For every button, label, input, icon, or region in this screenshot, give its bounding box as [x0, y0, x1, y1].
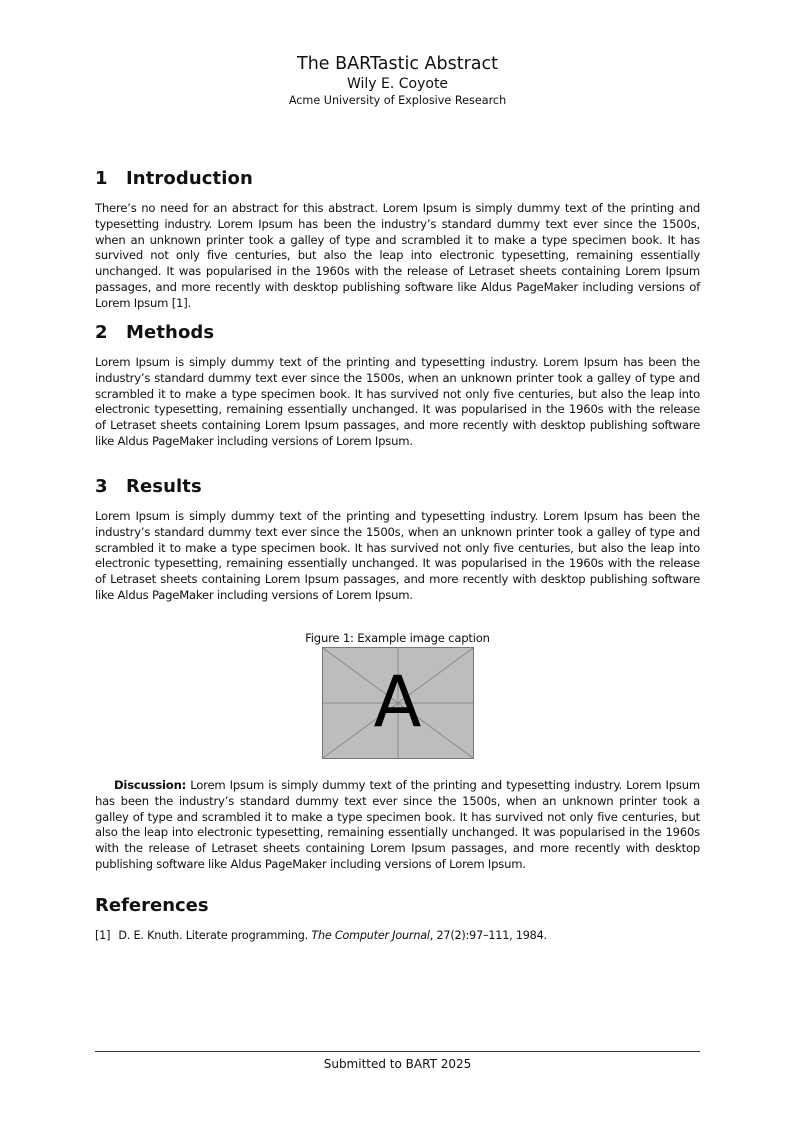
- section-title: Results: [126, 476, 202, 497]
- reference-authors-title: D. E. Knuth. Literate programming.: [118, 929, 312, 942]
- reference-item: [95, 928, 700, 943]
- section-heading: [95, 476, 700, 498]
- section-body: Lorem Ipsum is simply dummy text of the printing and typesetting industry. Lorem Ipsum has been the industry’s standard dummy text ever since the 1500s, when an unknown printer took a galley of type and scrambled it to make a type specimen book. It has survived not only five centuries, but also the leap into electronic typesetting, remaining essentially unchanged. It was popularised in the 1960s with the release of Letraset sheets containing Lorem Ipsum passages, and more recently with desktop publishing software like Aldus PageMaker including versions of Lorem Ipsum.: [95, 355, 700, 448]
- discussion-body: Lorem Ipsum is simply dummy text of the printing and typesetting industry. Lorem Ipsum has been the industry’s standard dummy text ever since the 1500s, when an unknown printer took a galley of type and scrambled it to make a type specimen book. It has survived not only five centuries, but also the leap into electronic typesetting, remaining essentially unchanged. It was popularised in the 1960s with the release of Letraset sheets containing Lorem Ipsum passages, and more recently with desktop publishing software like Aldus PageMaker including versions of Lorem Ipsum.: [95, 778, 700, 871]
- section-heading: [95, 168, 700, 190]
- paper-title: The BARTastic Abstract: [297, 54, 498, 74]
- section-heading: [95, 322, 700, 344]
- paper-page: [95, 0, 700, 1123]
- section-number: 1: [95, 168, 108, 189]
- reference-journal: The Computer Journal: [311, 929, 430, 942]
- section-results: [95, 476, 700, 604]
- discussion-label: Discussion:: [114, 778, 187, 792]
- paper-author: Wily E. Coyote: [346, 76, 449, 92]
- paper-affiliation: Acme University of Explosive Research: [288, 94, 507, 107]
- section-title: Methods: [126, 322, 215, 343]
- footer-rule: [95, 1051, 700, 1052]
- section-body: There’s no need for an abstract for this abstract. Lorem Ipsum is simply dummy text of the printing and typesetting industry. Lorem Ipsum has been the industry’s standard dummy text ever since the 1500s, when an unknown printer took a galley of type and scrambled it to make a type specimen book. It has survived not only five centuries, but also the leap into electronic typesetting, remaining essentially unchanged. It was popularised in the 1960s with the release of Letraset sheets containing Lorem Ipsum passages, and more recently with desktop publishing software like Aldus PageMaker including versions of Lorem Ipsum [1].: [95, 201, 700, 310]
- figure-1: [95, 631, 700, 759]
- figure-caption: Figure 1: Example image caption: [305, 631, 490, 645]
- placeholder-image: [322, 647, 474, 759]
- references-section: [95, 895, 700, 943]
- section-methods: [95, 322, 700, 450]
- section-number: 3: [95, 476, 108, 497]
- placeholder-letter: A: [373, 661, 422, 743]
- discussion-paragraph: [95, 778, 700, 873]
- section-introduction: [95, 168, 700, 312]
- reference-details: , 27(2):97–111, 1984.: [429, 929, 547, 942]
- reference-label: [1]: [95, 929, 111, 942]
- section-title: Introduction: [126, 168, 253, 189]
- section-number: 2: [95, 322, 108, 343]
- section-body: Lorem Ipsum is simply dummy text of the printing and typesetting industry. Lorem Ipsum has been the industry’s standard dummy text ever since the 1500s, when an unknown printer took a galley of type and scrambled it to make a type specimen book. It has survived not only five centuries, but also the leap into electronic typesetting, remaining essentially unchanged. It was popularised in the 1960s with the release of Letraset sheets containing Lorem Ipsum passages, and more recently with desktop publishing software like Aldus PageMaker including versions of Lorem Ipsum.: [95, 509, 700, 602]
- references-heading: References: [95, 895, 209, 916]
- title-block: [95, 53, 700, 109]
- footer-text: Submitted to BART 2025: [323, 1057, 472, 1071]
